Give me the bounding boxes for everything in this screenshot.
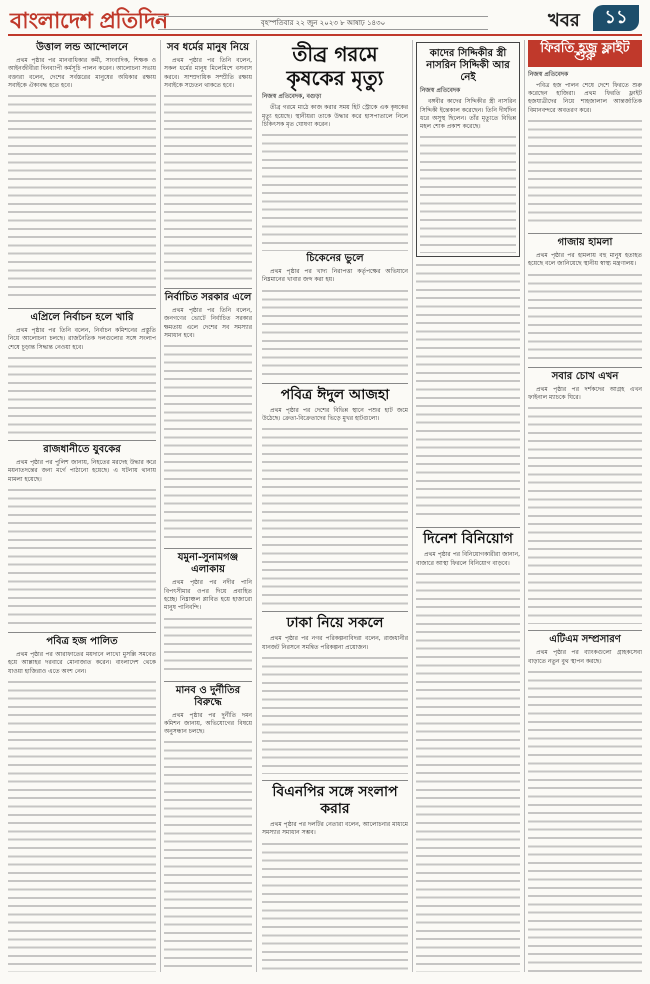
body-text xyxy=(8,678,156,972)
article-lead: প্রথম পৃষ্ঠার পর হামলায় বহু মানুষ হতাহত হয়েছে বলে জানিয়েছে স্থানীয় স্বাস্থ্য মন্ত্রণালয়। xyxy=(528,252,642,268)
headline: দিনেশ বিনিয়োগ xyxy=(423,531,513,548)
page-number: ১১ xyxy=(593,5,639,31)
byline: নিজস্ব প্রতিবেদক xyxy=(528,70,569,78)
body-text xyxy=(420,133,516,253)
article-lead: প্রথম পৃষ্ঠার পর তিনি বলেন, নির্বাচন কমিশনের প্রস্তুতি নিয়ে আলোচনা চলছে। রাজনৈতিক দলগুলোর সঙ্গে সংলাপ শেষে চূড়ান্ত সিদ্ধান্ত নেওয়া হবে। xyxy=(8,327,156,351)
article-lead: প্রথম পৃষ্ঠার পর ব্যাংকগুলো গ্রাহকসেবা বাড়াতে নতুন বুথ স্থাপন করছে। xyxy=(528,649,642,665)
headline: রাজধানীতে যুবকের xyxy=(43,444,121,456)
column-2 xyxy=(164,40,252,972)
article-lead: প্রথম পৃষ্ঠার পর দুর্নীতি দমন কমিশন জানায়, অভিযোগের বিষয়ে অনুসন্ধান চলছে। xyxy=(164,711,252,736)
article-lead: প্রথম পৃষ্ঠার পর বিনিয়োগকারীরা জানান, বাজারে আস্থা ফিরলে বিনিয়োগ বাড়বে। xyxy=(416,551,520,567)
article-lead: প্রথম পৃষ্ঠার পর তিনি বলেন, জনগণের ভোটে নির্বাচিত সরকার ক্ষমতায় এলে দেশের সব সমস্যার সমাধান হবে। xyxy=(164,307,252,340)
headline: উত্তাল লন্ড আন্দোলনে xyxy=(36,42,128,53)
byline: নিজস্ব প্রতিবেদক, বগুড়া xyxy=(262,93,322,100)
body-text xyxy=(8,354,156,434)
article-lead: প্রথম পৃষ্ঠার পর নগর পরিকল্পনাবিদরা বলেন, রাজধানীর যানজট নিরসনে সমন্বিত পরিকল্পনা প্রয়োজন। xyxy=(262,635,408,651)
headline: কাদের সিদ্দিকীর স্ত্রী নাসরিন সিদ্দিকী আর নেই xyxy=(426,48,510,83)
body-text xyxy=(8,486,156,626)
dateline: বৃহস্পতিবার ২২ জুন ২০২৩ ৮ আষাঢ় ১৪৩০ xyxy=(158,16,488,30)
body-text xyxy=(164,738,252,972)
body-text xyxy=(416,570,520,972)
column-3 xyxy=(262,40,408,972)
article-lead: প্রথম পৃষ্ঠার পর খাদ্য নিরাপত্তা কর্তৃপক্ষের অভিযানে নিম্নমানের খাবার জব্দ করা হয়। xyxy=(262,268,408,284)
headline: সবার চোখ এখন xyxy=(551,370,619,382)
masthead xyxy=(8,4,642,36)
column-5 xyxy=(528,40,642,972)
body-text xyxy=(262,840,408,972)
headline: সব ধর্মের মানুষ নিয়ে xyxy=(167,42,249,53)
article-lead: প্রথম পৃষ্ঠার পর মানবাধিকার কর্মী, সাংবাদিক, শিক্ষক ও আইনজীবীরা দিনব্যাপী কর্মসূচি পালন করেন। আলোচনা সভায় বক্তারা বলেন, দেশের সর্বস্তরের মানুষের অধিকার রক্ষায় সবাইকে ঐক্যবদ্ধ হতে হবে। xyxy=(8,57,156,89)
lead-headline: তীব্র গরমে কৃষকের মৃত্যু xyxy=(286,42,384,90)
column-1 xyxy=(8,40,156,972)
article-lead: প্রথম পৃষ্ঠার পর তিনি বলেন, সকল ধর্মের মানুষ মিলেমিশে বসবাস করবে। সাম্প্রদায়িক সম্প্রীতি রক্ষায় সবাইকে সচেতন থাকতে হবে। xyxy=(164,57,252,89)
headline: এটিএম সম্প্রসারণ xyxy=(549,634,621,646)
headline: এপ্রিলে নির্বাচন হলে খারি xyxy=(30,312,134,324)
body-text xyxy=(528,117,642,227)
body-text xyxy=(164,92,252,282)
body-text xyxy=(528,271,642,361)
body-text xyxy=(416,261,520,521)
headline: চিকেনের ভুলে xyxy=(306,253,364,265)
newspaper-logo: বাংলাদেশ প্রতিদিন xyxy=(10,8,168,34)
article-lead: প্রথম পৃষ্ঠার পর দলটির নেতারা বলেন, আলোচনার মাধ্যমে সমস্যার সমাধান সম্ভব। xyxy=(262,820,408,837)
body-text xyxy=(164,342,252,542)
section-label: খবর xyxy=(548,10,580,31)
headline: পবিত্র ঈদুল আজহা xyxy=(280,386,390,403)
byline: নিজস্ব প্রতিবেদক xyxy=(420,87,461,94)
article-lead: পবিত্র হজ পালন শেষে দেশে ফিরতে শুরু করেছেন হাজিরা। প্রথম ফিরতি ফ্লাইট হজযাত্রীদের নিয়ে শাহজালাল আন্তর্জাতিক বিমানবন্দরে অবতরণ করে। xyxy=(528,81,642,114)
headline: মানব ও দুর্নীতির বিরুদ্ধে xyxy=(175,684,241,708)
headline: যমুনা-সুনামগঞ্জ এলাকায় xyxy=(177,552,239,576)
headline: বিএনপির সঙ্গে সংলাপ করার xyxy=(272,783,398,817)
article-lead: প্রথম পৃষ্ঠার পর আরাফাতের ময়দানে লাখো মুসল্লি সমবেত হয়ে আল্লাহর দরবারে মোনাজাত করেন। বাংলাদেশ থেকে যাওয়া হাজিরাও এতে অংশ নেন। xyxy=(8,650,156,675)
article-lead: প্রথম পৃষ্ঠার পর দর্শকদের আগ্রহ এখন ফাইনাল ম্যাচকে ঘিরে। xyxy=(528,385,642,401)
body-text xyxy=(8,92,156,302)
column-4 xyxy=(416,40,520,972)
headline: পবিত্র হজ পালিত xyxy=(46,635,118,647)
headline: ঢাকা নিয়ে সকলে xyxy=(286,615,384,632)
headline: নির্বাচিত সরকার এলে xyxy=(164,292,252,304)
article-lead: বঙ্গবীর কাদের সিদ্দিকীর স্ত্রী নাসরিন সিদ্দিকী ইন্তেকাল করেছেন। তিনি দীর্ঘদিন ধরে অসুস্থ ছিলেন। তাঁর মৃত্যুতে বিভিন্ন মহল শোক প্রকাশ করেছে। xyxy=(420,98,516,131)
article-lead: তীব্র গরমে মাঠে কাজ করার সময় হিট স্ট্রোকে এক কৃষকের মৃত্যু হয়েছে। স্থানীয়রা তাকে উদ্ধার করে হাসপাতালে নিলে চিকিৎসক মৃত ঘোষণা করেন। xyxy=(262,104,408,128)
body-text xyxy=(262,131,408,251)
banner-headline: ফিরতি হজ ফ্লাইট শুরু xyxy=(528,40,642,67)
article-lead: প্রথম পৃষ্ঠার পর নদীর পানি বিপৎসীমার ওপর দিয়ে প্রবাহিত হচ্ছে। নিম্নাঞ্চল প্লাবিত হয়ে হাজারো মানুষ পানিবন্দি। xyxy=(164,579,252,612)
body-text xyxy=(262,287,408,377)
body-text xyxy=(528,668,642,972)
article-lead: প্রথম পৃষ্ঠার পর দেশের বিভিন্ন স্থানে পশুর হাট জমে উঠেছে। ক্রেতা-বিক্রেতাদের ভিড়ে মুখর হাটগুলো। xyxy=(262,406,408,423)
body-text xyxy=(262,425,408,605)
headline: গাজায় হামলা xyxy=(557,237,613,249)
news-box xyxy=(416,42,520,257)
article-lead: প্রথম পৃষ্ঠার পর পুলিশ জানায়, নিহতের মরদেহ উদ্ধার করে ময়নাতদন্তের জন্য মর্গে পাঠানো হয়েছে। এ ঘটনায় থানায় মামলা হয়েছে। xyxy=(8,459,156,483)
body-text xyxy=(164,615,252,675)
body-text xyxy=(528,404,642,624)
body-text xyxy=(262,654,408,774)
